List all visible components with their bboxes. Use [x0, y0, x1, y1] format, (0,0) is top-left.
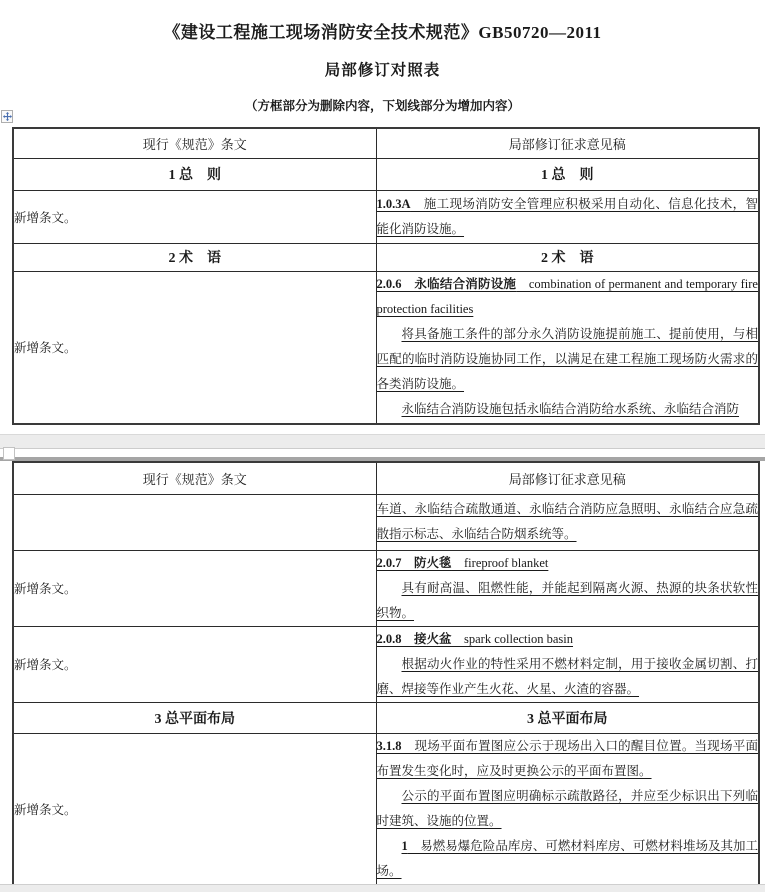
clause-paragraph: 将具备施工条件的部分永久消防设施提前施工、提前使用，与相匹配的临时消防设施协同工作，以满足在建工程施工现场防火需求的各类消防设施。: [376, 327, 758, 392]
clause-text: 施工现场消防安全管理应积极采用自动化、信息化技术，智能化消防设施。: [376, 196, 758, 236]
cell-current-continuation: [13, 494, 376, 550]
cell-revision-207: [376, 550, 759, 626]
document-subtitle: 局部修订对照表: [324, 62, 441, 79]
clause-paragraph: 永临结合消防设施包括永临结合消防给水系统、永临结合消防: [401, 402, 740, 417]
document-title: 《建设工程施工现场消防安全技术规范》GB50720—2011: [163, 23, 602, 42]
term-english: spark collection basin: [451, 631, 574, 646]
clause-number: 2.0.7 防火毯: [376, 555, 452, 570]
table-row: [13, 702, 759, 733]
page-separator-band: [0, 434, 765, 449]
term-english: combination of permanent and temporary fire protection facilities: [376, 277, 758, 317]
cell-current-103a: 新增条文。: [13, 190, 376, 243]
table-row: [13, 462, 759, 494]
term-english: fireproof blanket: [451, 555, 549, 570]
comparison-table-page2: [12, 461, 760, 886]
cell-current-206: 新增条文。: [13, 271, 376, 424]
column-header-revision: 局部修订征求意见稿: [376, 462, 759, 494]
column-header-current: 现行《规范》条文: [13, 462, 376, 494]
list-item-text: 易燃易爆危险品库房、可燃材料库房、可燃材料堆场及其加工场。: [376, 838, 758, 878]
section-heading-layout-current: 3 总平面布局: [13, 702, 376, 733]
section-heading-terms-revision: 2 术 语: [376, 243, 759, 271]
column-header-current: 现行《规范》条文: [13, 128, 376, 158]
cell-current-318: 新增条文。: [13, 733, 376, 885]
table-row: [13, 243, 759, 271]
cell-revision-206: [376, 271, 759, 424]
section-heading-terms-current: 2 术 语: [13, 243, 376, 271]
table-move-handle[interactable]: [1, 110, 13, 123]
cell-current-207: 新增条文。: [13, 550, 376, 626]
term-definition-heading: [377, 627, 759, 652]
move-icon: [3, 112, 12, 121]
cell-revision-103a: [376, 190, 759, 243]
section-heading-layout-revision: 3 总平面布局: [376, 702, 759, 733]
clause-paragraph: 公示的平面布置图应明确标示疏散路径，并应至少标识出下列临时建筑、设施的位置。: [376, 788, 758, 828]
cell-revision-208: [376, 626, 759, 702]
column-header-revision: 局部修订征求意见稿: [376, 128, 759, 158]
list-item-number: 1: [401, 838, 408, 853]
cell-revision-continuation: [376, 494, 759, 550]
table-row: [13, 550, 759, 626]
clause-number: 1.0.3A: [376, 196, 411, 211]
clause-list-item: [377, 834, 759, 884]
clause-number: 3.1.8: [376, 738, 402, 753]
clause-paragraph: 根据动火作业的特性采用不燃材料定制，用于接收金属切割、打磨、焊接等作业产生火花、火星、火渣的容器。: [376, 656, 758, 696]
clause-paragraph: 具有耐高温、阻燃性能，并能起到隔离火源、热源的块条状软性织物。: [376, 580, 758, 620]
table-row: [13, 494, 759, 550]
page2-corner-tab: [3, 447, 15, 460]
section-heading-general-current: 1 总 则: [13, 158, 376, 190]
table-row: [13, 733, 759, 885]
term-definition-heading: [377, 272, 759, 322]
clause-number: 2.0.8 接火盆: [376, 631, 452, 646]
document-note: （方框部分为删除内容，下划线部分为增加内容）: [244, 99, 520, 113]
section-heading-general-revision: 1 总 则: [376, 158, 759, 190]
clause-text: 现场平面布置图应公示于现场出入口的醒目位置。当现场平面布置发生变化时，应及时更换公示的平面布置图。: [376, 738, 758, 778]
table-row: [13, 158, 759, 190]
comparison-table-page1: [12, 127, 760, 425]
table-row: [13, 128, 759, 158]
clause-paragraph: [377, 192, 759, 242]
term-definition-heading: [377, 551, 759, 576]
cell-current-208: 新增条文。: [13, 626, 376, 702]
clause-paragraph: [377, 734, 759, 784]
page-bottom-band: [0, 884, 765, 892]
clause-paragraph: 车道、永临结合疏散通道、永临结合消防应急照明、永临结合应急疏散指示标志、永临结合防烟系统等。: [376, 502, 758, 541]
table-row: [13, 626, 759, 702]
table-row: [13, 271, 759, 424]
clause-number: 2.0.6 永临结合消防设施: [376, 277, 517, 292]
table-row: [13, 190, 759, 243]
cell-revision-318: [376, 733, 759, 885]
